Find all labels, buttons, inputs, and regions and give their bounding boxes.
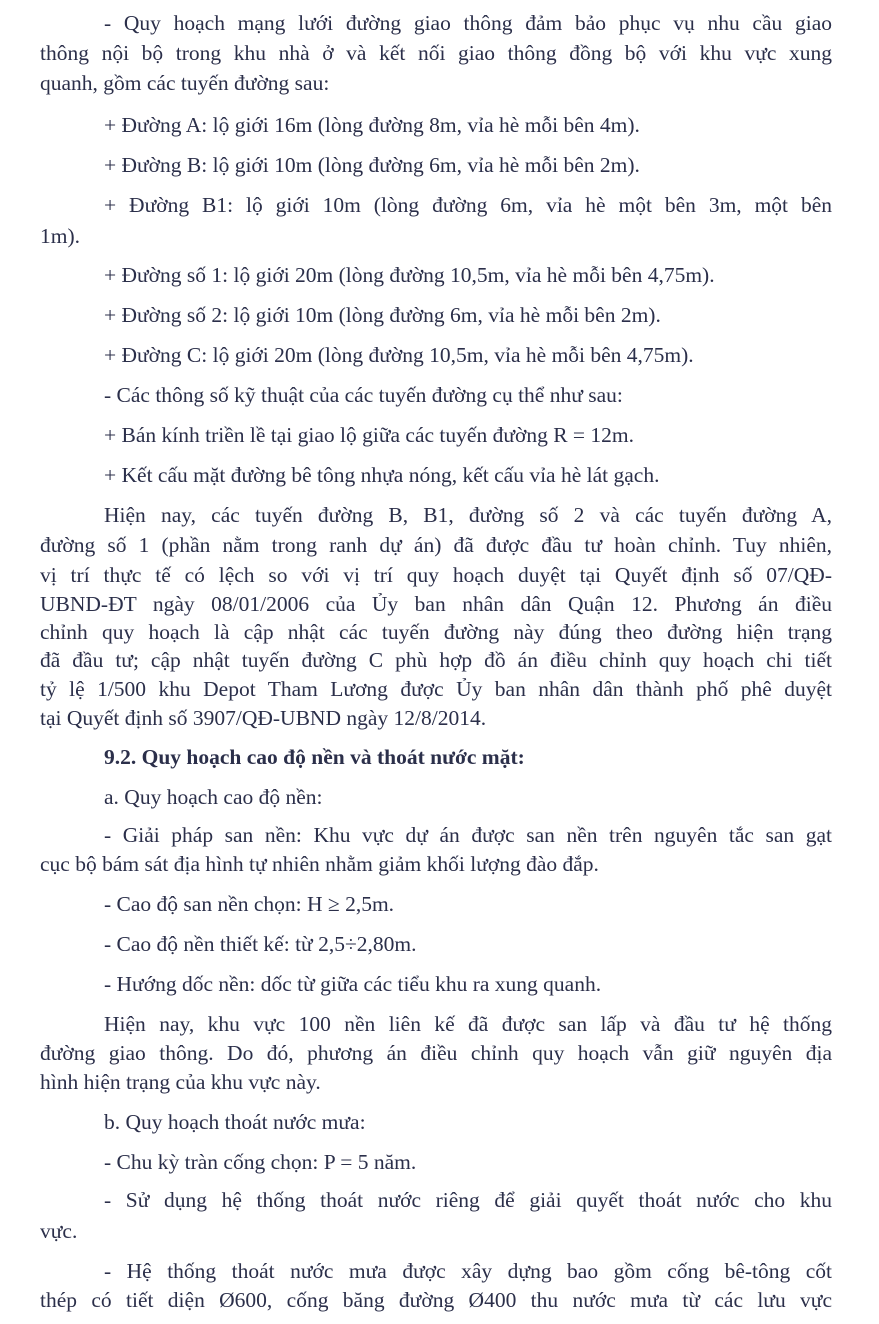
text-line: thông nội bộ trong khu nhà ở và kết nối giao thông đồng bộ với khu vực xung [40, 41, 832, 65]
text-line: Hiện nay, các tuyến đường B, B1, đường số 2 và các tuyến đường A, [104, 503, 832, 527]
text-line: + Đường số 1: lộ giới 20m (lòng đường 10,5m, vỉa hè mỗi bên 4,75m). [104, 263, 715, 287]
text-line: - Hướng dốc nền: dốc từ giữa các tiểu khu ra xung quanh. [104, 972, 602, 996]
text-line: + Đường C: lộ giới 20m (lòng đường 10,5m, vỉa hè mỗi bên 4,75m). [104, 343, 694, 367]
text-line: đã đầu tư; cập nhật tuyến đường C phù hợp đồ án điều chỉnh quy hoạch chi tiết [40, 648, 832, 672]
text-line: chỉnh quy hoạch là cập nhật các tuyến đường này đúng theo đường hiện trạng [40, 620, 832, 644]
text-line: - Sử dụng hệ thống thoát nước riêng để giải quyết thoát nước cho khu [104, 1188, 832, 1212]
text-line: - Giải pháp san nền: Khu vực dự án được san nền trên nguyên tắc san gạt [104, 823, 832, 847]
text-line: + Đường B: lộ giới 10m (lòng đường 6m, vỉa hè mỗi bên 2m). [104, 153, 640, 177]
text-line: + Kết cấu mặt đường bê tông nhựa nóng, kết cấu vỉa hè lát gạch. [104, 463, 660, 487]
text-line: - Các thông số kỹ thuật của các tuyến đường cụ thể như sau: [104, 383, 623, 407]
text-line: vị trí thực tế có lệch so với vị trí quy hoạch duyệt tại Quyết định số 07/QĐ- [40, 563, 832, 587]
text-line: - Cao độ nền thiết kế: từ 2,5÷2,80m. [104, 932, 417, 956]
text-line: - Quy hoạch mạng lưới đường giao thông đảm bảo phục vụ nhu cầu giao [104, 11, 832, 35]
text-line: quanh, gồm các tuyến đường sau: [40, 71, 330, 95]
text-line: + Đường A: lộ giới 16m (lòng đường 8m, vỉa hè mỗi bên 4m). [104, 113, 640, 137]
text-line: - Cao độ san nền chọn: H ≥ 2,5m. [104, 892, 395, 916]
text-line: + Đường B1: lộ giới 10m (lòng đường 6m, vỉa hè một bên 3m, một bên [104, 193, 832, 217]
text-line: b. Quy hoạch thoát nước mưa: [104, 1110, 366, 1134]
text-line: thép có tiết diện Ø600, cống băng đường Ø400 thu nước mưa từ các lưu vực [40, 1288, 832, 1312]
text-line: UBND-ĐT ngày 08/01/2006 của Ủy ban nhân dân Quận 12. Phương án điều [40, 592, 832, 616]
text-line: vực. [40, 1219, 78, 1243]
text-line: hình hiện trạng của khu vực này. [40, 1070, 321, 1094]
text-line: a. Quy hoạch cao độ nền: [104, 785, 323, 809]
text-line: + Đường số 2: lộ giới 10m (lòng đường 6m, vỉa hè mỗi bên 2m). [104, 303, 661, 327]
text-line: Hiện nay, khu vực 100 nền liên kế đã được san lấp và đầu tư hệ thống [104, 1012, 832, 1036]
text-line: cục bộ bám sát địa hình tự nhiên nhằm giảm khối lượng đào đắp. [40, 852, 599, 876]
text-line: tại Quyết định số 3907/QĐ-UBND ngày 12/8/2014. [40, 706, 487, 730]
section-heading: 9.2. Quy hoạch cao độ nền và thoát nước mặt: [104, 745, 525, 769]
text-line: tỷ lệ 1/500 khu Depot Tham Lương được Ủy ban nhân dân thành phố phê duyệt [40, 677, 832, 701]
text-line: 1m). [40, 224, 81, 248]
text-line: đường số 1 (phần nằm trong ranh dự án) đã được đầu tư hoàn chỉnh. Tuy nhiên, [40, 533, 832, 557]
text-line: - Chu kỳ tràn cống chọn: P = 5 năm. [104, 1150, 417, 1174]
text-line: đường giao thông. Do đó, phương án điều chỉnh quy hoạch vẫn giữ nguyên địa [40, 1041, 832, 1065]
text-line: + Bán kính triền lề tại giao lộ giữa các tuyến đường R = 12m. [104, 423, 635, 447]
text-line: - Hệ thống thoát nước mưa được xây dựng bao gồm cống bê-tông cốt [104, 1259, 832, 1283]
